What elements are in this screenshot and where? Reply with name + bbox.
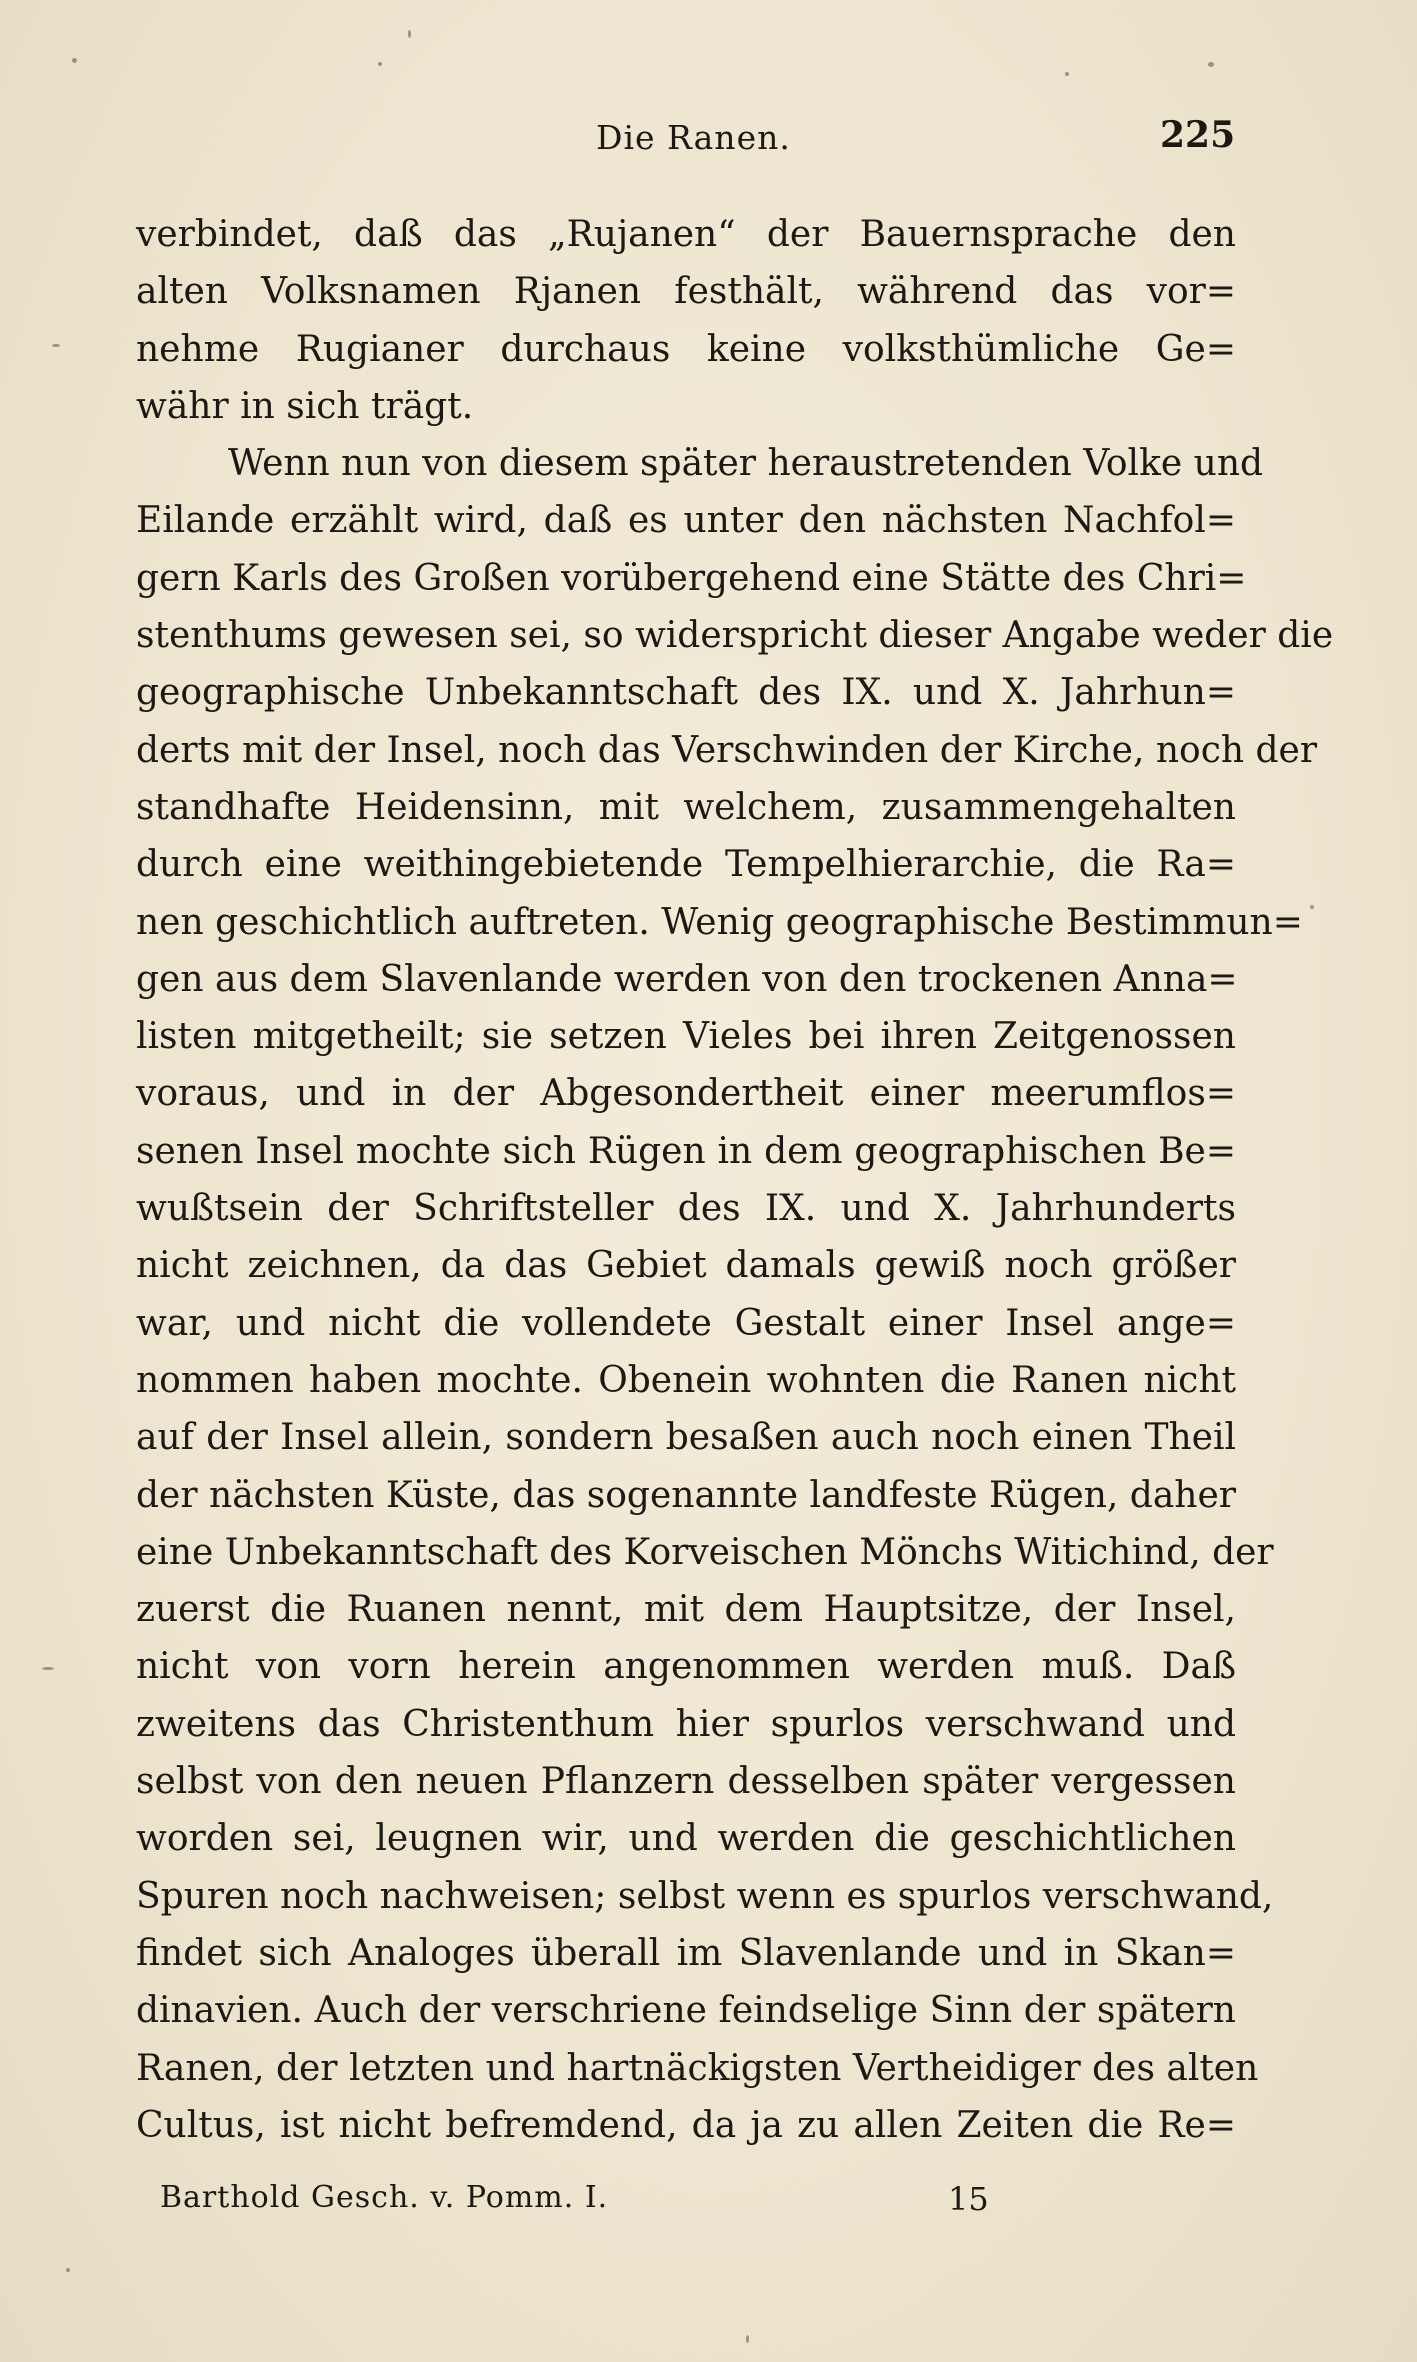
paper-speck: [72, 58, 77, 63]
text-line: worden sei, leugnen wir, und werden die geschichtlichen: [136, 1818, 1236, 1860]
paper-speck: [1208, 62, 1214, 67]
paper-speck: [42, 1667, 54, 1670]
text-line: dinavien. Auch der verschriene feindselige Sinn der spätern: [136, 1990, 1236, 2032]
text-line: verbindet, daß das „Rujanen“ der Bauernsprache den: [136, 214, 1236, 255]
text-line: Ranen, der letzten und hartnäckigsten Vertheidiger des alten: [136, 2047, 1259, 2089]
text-line: nommen haben mochte. Obenein wohnten die Ranen nicht: [136, 1359, 1236, 1401]
text-line: durch eine weithingebietende Tempelhierarchie, die Ra=: [136, 844, 1236, 886]
text-line: alten Volksnamen Rjanen festhält, während das vor=: [136, 271, 1236, 313]
paper-speck: [1065, 72, 1069, 76]
text-line: nicht von vorn herein angenommen werden muß. Daß: [136, 1646, 1236, 1688]
text-line: wußtsein der Schriftsteller des IX. und X. Jahrhunderts: [136, 1188, 1236, 1230]
text-line: war, und nicht die vollendete Gestalt einer Insel ange=: [136, 1302, 1236, 1344]
text-line: Eilande erzählt wird, daß es unter den nächsten Nachfol=: [136, 500, 1236, 542]
text-line: nicht zeichnen, da das Gebiet damals gewiß noch größer: [136, 1245, 1236, 1287]
text-line: Cultus, ist nicht befremdend, da ja zu allen Zeiten die Re=: [136, 2104, 1236, 2146]
text-line: gern Karls des Großen vorübergehend eine Stätte des Chri=: [136, 557, 1247, 599]
text-line: eine Unbekanntschaft des Korveischen Mönchs Witichind, der: [136, 1531, 1274, 1573]
text-line: auf der Insel allein, sondern besaßen auch noch einen Theil: [136, 1417, 1236, 1459]
page-footer: [0, 2180, 1417, 2230]
text-line: Wenn nun von diesem später heraustretenden Volke und: [228, 443, 1264, 485]
printer-signature: Barthold Gesch. v. Pomm. I.: [160, 2180, 609, 2215]
text-line: zweitens das Christenthum hier spurlos verschwand und: [136, 1703, 1236, 1745]
paper-speck: [52, 344, 60, 347]
text-line: währ in sich trägt.: [136, 385, 474, 427]
text-line: stenthums gewesen sei, so widerspricht dieser Angabe weder die: [136, 615, 1334, 657]
running-title: Die Ranen.: [596, 118, 791, 157]
text-line: senen Insel mochte sich Rügen in dem geographischen Be=: [136, 1130, 1236, 1172]
sheet-number: 15: [948, 2180, 989, 2218]
text-line: selbst von den neuen Pflanzern desselben später vergessen: [136, 1761, 1236, 1803]
paper-speck: [408, 30, 411, 38]
text-line: zuerst die Ruanen nennt, mit dem Hauptsitze, der Insel,: [136, 1589, 1236, 1631]
page-number: 225: [1160, 114, 1236, 156]
text-line: geographische Unbekanntschaft des IX. und X. Jahrhun=: [136, 672, 1236, 714]
body-text: [136, 206, 1334, 2154]
text-line: gen aus dem Slavenlande werden von den trockenen Anna=: [136, 958, 1238, 1000]
text-line: listen mitgetheilt; sie setzen Vieles bei ihren Zeitgenossen: [136, 1016, 1236, 1058]
paper-speck: [1310, 905, 1314, 909]
paper-speck: [746, 2335, 749, 2343]
text-line: standhafte Heidensinn, mit welchem, zusammengehalten: [136, 786, 1236, 828]
text-line: findet sich Analoges überall im Slavenlande und in Skan=: [136, 1932, 1236, 1974]
text-line: nen geschichtlich auftreten. Wenig geographische Bestimmun=: [136, 901, 1303, 943]
text-line: Spuren noch nachweisen; selbst wenn es spurlos verschwand,: [136, 1875, 1274, 1917]
text-line: derts mit der Insel, noch das Verschwinden der Kirche, noch der: [136, 729, 1318, 771]
text-line: voraus, und in der Abgesondertheit einer meerumflos=: [136, 1073, 1236, 1115]
text-line: nehme Rugianer durchaus keine volksthümliche Ge=: [136, 328, 1236, 370]
text-line: der nächsten Küste, das sogenannte landfeste Rügen, daher: [136, 1474, 1236, 1516]
paper-speck: [66, 2268, 70, 2272]
paper-speck: [378, 62, 382, 66]
